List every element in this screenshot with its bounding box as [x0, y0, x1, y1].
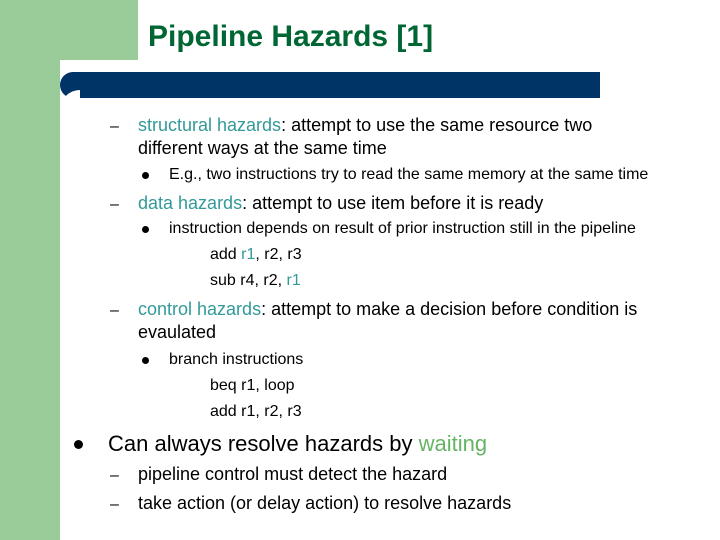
control-hazards-text: : attempt to make a decision before condition is	[261, 299, 638, 319]
data-hazards-term: data hazards	[138, 193, 243, 213]
structural-hazards-text: : attempt to use the same resource two	[281, 115, 593, 135]
bullet-dot	[142, 226, 149, 233]
structural-hazards-line1	[138, 114, 592, 137]
bullet-dash: –	[110, 467, 119, 484]
bullet-dot	[74, 440, 83, 449]
resolve-text: Can always resolve hazards by	[108, 431, 419, 456]
structural-hazards-term: structural hazards	[138, 115, 282, 135]
slide-title: Pipeline Hazards [1]	[148, 20, 434, 53]
waiting-highlight: waiting	[418, 431, 488, 456]
code-text: add	[210, 246, 242, 263]
decorative-green-block-side	[0, 60, 60, 540]
resolve-item-detect: pipeline control must detect the hazard	[138, 464, 448, 484]
bullet-dash: –	[110, 118, 119, 135]
code-register-highlight: r1	[286, 272, 301, 289]
code-text: sub r4, r2,	[210, 272, 287, 289]
data-hazards-code-line2	[210, 268, 301, 294]
resolve-item-action: take action (or delay action) to resolve hazards	[138, 493, 512, 513]
control-hazards-code-line1: beq r1, loop	[210, 377, 295, 394]
decorative-green-block-top	[0, 0, 138, 60]
control-hazards-line2: evaulated	[138, 322, 217, 342]
control-hazards-example: branch instructions	[169, 351, 304, 368]
structural-hazards-example: E.g., two instructions try to read the same memory at the same time	[169, 166, 649, 183]
data-hazards-code-line1	[210, 242, 302, 268]
bullet-dot	[142, 172, 149, 179]
structural-hazards-line2: different ways at the same time	[138, 138, 387, 158]
code-text: , r2, r3	[255, 246, 302, 263]
bullet-dash: –	[110, 496, 119, 513]
control-hazards-term: control hazards	[138, 299, 262, 319]
data-hazards-text: : attempt to use item before it is ready	[242, 193, 544, 213]
bullet-dot	[142, 357, 149, 364]
data-hazards-example: instruction depends on result of prior instruction still in the pipeline	[169, 220, 636, 237]
control-hazards-code-line2: add r1, r2, r3	[210, 403, 302, 420]
title-underline-bar	[60, 72, 600, 98]
control-hazards-line1	[138, 298, 637, 321]
code-register-highlight: r1	[241, 246, 256, 263]
resolve-hazards-heading	[108, 431, 487, 457]
bullet-dash: –	[110, 196, 119, 213]
bullet-dash: –	[110, 302, 119, 319]
data-hazards-line	[138, 192, 543, 215]
